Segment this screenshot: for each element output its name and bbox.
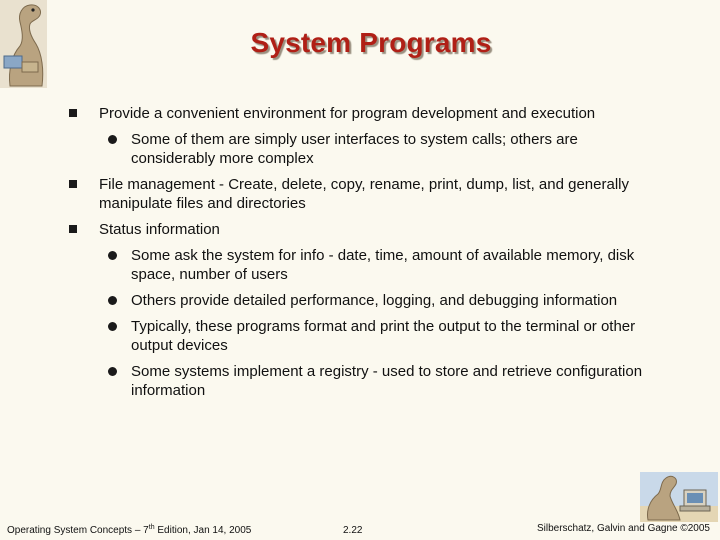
slide-body [69, 104, 659, 400]
bullet-text: Status information [99, 221, 220, 238]
bullet-environment [69, 104, 659, 123]
dinosaur-computer-icon [640, 472, 718, 522]
bullet-file-management [69, 175, 659, 213]
sub-bullet-text: Typically, these programs format and print the output to the terminal or other output devices [131, 318, 636, 354]
footer-copyright: Silberschatz, Galvin and Gagne ©2005 [536, 523, 710, 534]
sub-bullet-text: Some ask the system for info - date, time, amount of available memory, disk space, number of users [131, 247, 635, 283]
footer-course-date: Edition, Jan 14, 2005 [154, 525, 252, 536]
footer-slide-number: 2.22 [343, 525, 363, 536]
bullet-status-information [69, 220, 659, 239]
sub-bullet-text: Some of them are simply user interfaces to system calls; others are considerably more complex [131, 131, 578, 167]
square-bullet-icon [69, 180, 77, 188]
sub-bullet-performance [69, 291, 659, 310]
footer-course-info [7, 524, 251, 536]
sub-bullet-text: Others provide detailed performance, logging, and debugging information [131, 292, 618, 309]
bullet-text: Provide a convenient environment for program development and execution [99, 105, 596, 122]
sub-bullet-registry [69, 362, 659, 400]
footer-edition-sup: th [148, 524, 155, 531]
sub-bullet-text: Some systems implement a registry - used to store and retrieve configuration information [131, 363, 643, 399]
square-bullet-icon [69, 109, 77, 117]
round-bullet-icon [108, 251, 117, 260]
square-bullet-icon [69, 225, 77, 233]
sub-bullet-user-interfaces [69, 130, 659, 168]
round-bullet-icon [108, 322, 117, 331]
bullet-text: File management - Create, delete, copy, rename, print, dump, list, and generally manipulate files and directories [99, 176, 629, 212]
round-bullet-icon [108, 367, 117, 376]
round-bullet-icon [108, 135, 117, 144]
footer-course-text: Operating System Concepts – 7 [7, 525, 149, 536]
sub-bullet-output [69, 317, 659, 355]
sub-bullet-system-info [69, 246, 659, 284]
round-bullet-icon [108, 296, 117, 305]
slide-title: System Programs [250, 27, 492, 58]
